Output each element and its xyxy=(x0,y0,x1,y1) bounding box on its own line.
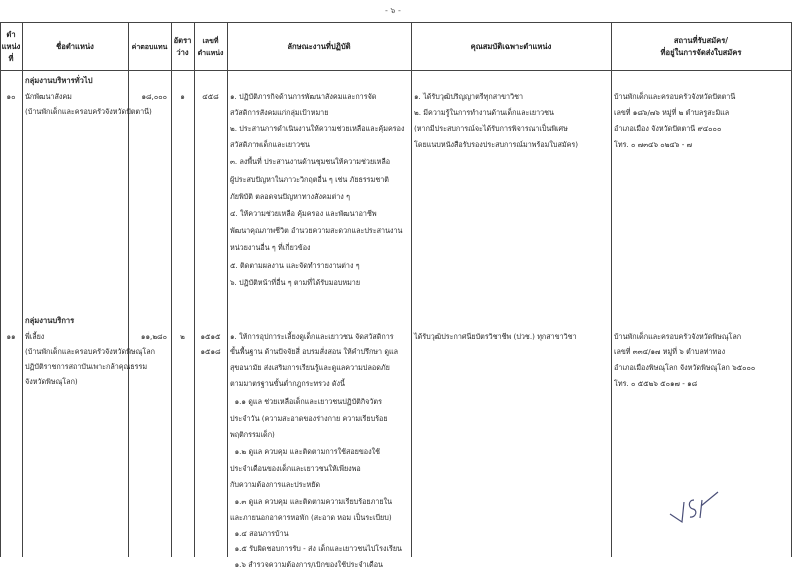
vacancies-value: ๑ xyxy=(180,92,185,101)
pay-value: ๑๑,๒๘๐ xyxy=(140,332,167,341)
duty-line: ประจำเดือนของเด็กและเยาวชนให้เพียงพอ xyxy=(230,464,361,473)
location-phone: โทร. ๐ ๕๕๒๖ ๕๐๑๗ - ๑๘ xyxy=(614,379,698,388)
position-no: ๑๑ xyxy=(6,332,16,341)
duty-line: พฤติกรรมเด็ก) xyxy=(230,430,275,439)
signature-icon xyxy=(668,488,728,528)
position-title: นักพัฒนาสังคม xyxy=(25,92,72,101)
duty-line: และภายนอกอาคารหอพัก (สะอาด หอม เป็นระเบียบ) xyxy=(230,513,392,522)
vacancies-value: ๒ xyxy=(180,332,185,341)
header-qualifications: คุณสมบัติเฉพาะตำแหน่ง xyxy=(470,41,552,51)
col-line-7 xyxy=(611,22,612,557)
header-pay: ค่าตอบแทน xyxy=(131,42,168,51)
duty-line: สวัสดิภาพเด็กและเยาวชน xyxy=(230,140,310,149)
position-unit: (บ้านพักเด็กและครอบครัวจังหวัดพิษณุโลก xyxy=(25,347,155,356)
pay-value: ๑๘,๐๐๐ xyxy=(141,92,167,101)
duty-line: ประจำวัน (ความสะอาดของร่างกาย ความเรียบร้อย xyxy=(230,414,388,423)
header-text: ตำแหน่ง xyxy=(197,48,224,57)
location-line: อำเภอเมือง จังหวัดปัตตานี ๙๔๐๐๐ xyxy=(614,124,722,133)
header-text: อัตรา xyxy=(173,35,192,45)
header-duties: ลักษณะงานที่ปฏิบัติ xyxy=(287,41,351,51)
header-text: เลขที่ xyxy=(202,36,219,45)
header-text: ที่อยู่ในการจัดส่งใบสมัคร xyxy=(660,47,742,57)
duty-line: ๑.๓ ดูแล ควบคุม และติดตามความเรียบร้อยภายใน xyxy=(230,497,393,506)
qualification-line: โดยแนบหนังสือรับรองประสบการณ์มาพร้อมใบสมัคร) xyxy=(414,140,579,149)
location-line: บ้านพักเด็กและครอบครัวจังหวัดพิษณุโลก xyxy=(614,332,742,341)
duty-line: ๑. ให้การอุปการะเลี้ยงดูเด็กและเยาวชน จัดสวัสดิการ xyxy=(230,332,394,341)
duty-line: ตามมาตรฐานขั้นต่ำกฎกระทรวง ดังนี้ xyxy=(230,379,345,388)
header-text: ที่ xyxy=(8,53,14,63)
header-location xyxy=(611,23,791,70)
position-number: ๑๕๑๕ xyxy=(200,332,221,341)
duty-line: ผู้ประสบปัญหาในภาวะวิกฤตอื่น ๆ เช่น ภัยธรรมชาติ xyxy=(230,175,389,184)
qualification-line: ๒. มีความรู้ในการทำงานด้านเด็กและเยาวชน xyxy=(414,108,554,117)
position-number: ๔๕๘ xyxy=(202,92,219,101)
location-line: อำเภอเมืองพิษณุโลก จังหวัดพิษณุโลก ๖๕๐๐๐ xyxy=(614,363,756,372)
group-label: กลุ่มงานบริหารทั่วไป xyxy=(25,76,93,85)
col-line-8 xyxy=(791,22,792,557)
duty-line: ๒. ประสานการดำเนินงานให้ความช่วยเหลือและคุ้มครอง xyxy=(230,124,405,133)
header-text: ตำ xyxy=(6,29,16,39)
header-vacancies xyxy=(171,23,194,70)
duty-line: ๑.๑ ดูแล ช่วยเหลือเด็กและเยาวชนปฏิบัติกิจวัตร xyxy=(230,397,382,406)
duty-line: ขั้นพื้นฐาน ด้านปัจจัยสี่ อบรมสั่งสอน ให้คำปรึกษา ดูแล xyxy=(230,347,399,356)
duty-line: ๑.๒ ดูแล ควบคุม และติดตามการใช้สอยของใช้ xyxy=(230,447,381,456)
duty-line: ๑.๖ สำรวจความต้องการ/เบิกของใช้ประจำเดือน xyxy=(230,560,383,569)
header-text: ว่าง xyxy=(176,47,189,57)
location-line: บ้านพักเด็กและครอบครัวจังหวัดปัตตานี xyxy=(614,92,736,101)
qualification-line: ๑. ได้รับวุฒิปริญญาตรีทุกสาขาวิชา xyxy=(414,92,524,101)
duty-line: หน่วยงานอื่น ๆ ที่เกี่ยวข้อง xyxy=(230,243,311,252)
position-unit: จังหวัดพิษณุโลก) xyxy=(25,377,78,386)
duty-line: ภัยพิบัติ ตลอดจนปัญหาทางสังคมต่าง ๆ xyxy=(230,192,350,201)
page-number: - ๖ - xyxy=(385,6,401,15)
col-line-5 xyxy=(227,22,228,557)
location-phone: โทร. ๐ ๗๓๔๖ ๐๒๔๖ - ๗ xyxy=(614,140,692,149)
qualification-line: (หากมีประสบการณ์จะได้รับการพิจารณาเป็นพิเศษ xyxy=(414,124,568,133)
duty-line: ๑.๕ รับผิดชอบการรับ - ส่ง เด็กและเยาวชนไปโรงเรียน xyxy=(230,544,402,553)
header-position-name: ชื่อตำแหน่ง xyxy=(56,41,94,51)
col-line-6 xyxy=(411,22,412,557)
header-position-no xyxy=(0,23,22,70)
header-text: แหน่ง xyxy=(1,41,21,51)
position-no: ๑๐ xyxy=(6,92,16,101)
position-title: พี่เลี้ยง xyxy=(25,332,45,341)
qualification-line: ได้รับวุฒิประกาศนียบัตรวิชาชีพ (ปวช.) ทุกสาขาวิชา xyxy=(414,332,577,341)
location-line: เลขที่ ๑๘๖/๗๖ หมู่ที่ ๒ ตำบลรูสะมิแล xyxy=(614,108,730,117)
duty-line: กับความต้องการและประหยัด xyxy=(230,480,321,489)
duty-line: ๕. ติดตามผลงาน และจัดทำรายงานต่าง ๆ xyxy=(230,261,360,270)
duty-line: พัฒนาคุณภาพชีวิต อำนวยความสะดวกและประสานงาน xyxy=(230,226,403,235)
duty-line: ๔. ให้ความช่วยเหลือ คุ้มครอง และพัฒนาอาชีพ xyxy=(230,209,377,218)
header-bottom-border xyxy=(0,70,792,71)
group-label: กลุ่มงานบริการ xyxy=(25,316,75,325)
duty-line: ๖. ปฏิบัติหน้าที่อื่น ๆ ตามที่ได้รับมอบหมาย xyxy=(230,278,361,287)
header-text: สถานที่รับสมัคร/ xyxy=(673,35,729,45)
position-unit: ปฏิบัติราชการสถาบันเพาะกล้าคุณธรรม xyxy=(25,362,148,371)
duty-line: ๓. ลงพื้นที่ ประสานงานด้านชุมชนให้ความช่วยเหลือ xyxy=(230,157,391,166)
duty-line: ๑. ปฏิบัติภารกิจด้านการพัฒนาสังคมและการจัด xyxy=(230,92,377,101)
position-unit: (บ้านพักเด็กและครอบครัวจังหวัดปัตตานี) xyxy=(25,107,152,116)
col-line-1 xyxy=(22,22,23,557)
location-line: เลขที่ ๓๓๔/๑๗ หมู่ที่ ๖ ตำบลท่าทอง xyxy=(614,347,726,356)
header-position-number xyxy=(194,23,227,70)
position-number: ๑๕๑๘ xyxy=(200,347,221,356)
duty-line: สวัสดิการสังคมแก่กลุ่มเป้าหมาย xyxy=(230,108,329,117)
duty-line: สุขอนามัย ส่งเสริมการเรียนรู้และดูแลความปลอดภัย xyxy=(230,363,390,372)
signature-mark xyxy=(668,488,728,532)
duty-line: ๑.๔ สอนการบ้าน xyxy=(230,529,289,538)
